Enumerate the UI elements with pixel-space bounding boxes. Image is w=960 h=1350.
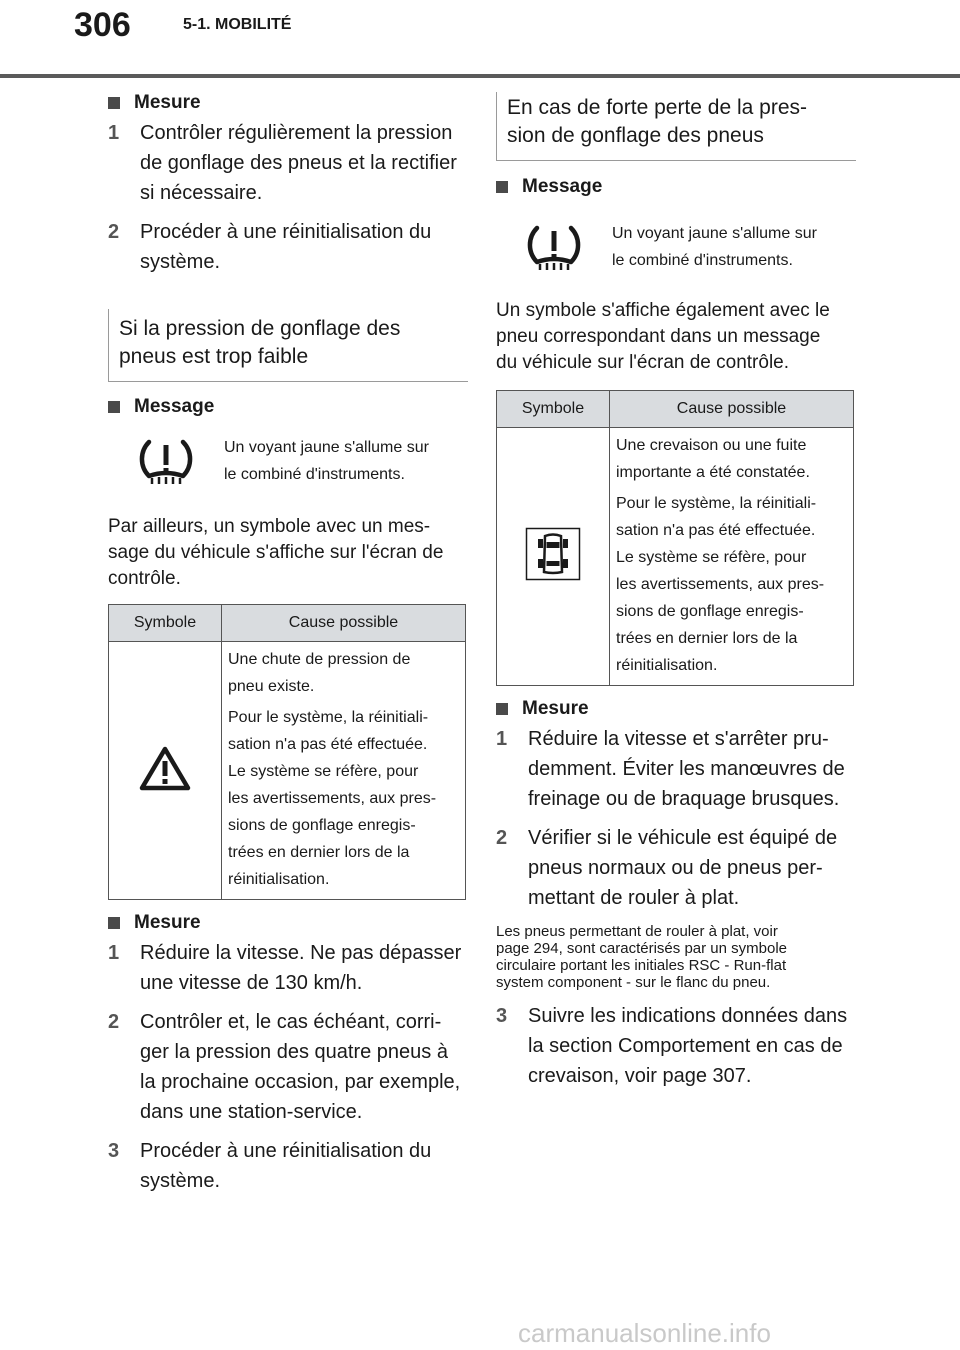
section-box-title: Si la pression de gonflage des pneus est trop faible: [108, 309, 468, 382]
square-bullet-icon: [496, 181, 508, 193]
tire-pressure-warning-icon: [108, 436, 224, 486]
info-paragraph: Par ailleurs, un symbole avec un mes- sage du véhicule s'affiche sur l'écran de contrôle.: [108, 516, 444, 589]
step-3: 3 Procéder à une réinitialisation du système.: [108, 1140, 432, 1192]
message-text: Un voyant jaune s'allume sur le combiné d'instruments.: [612, 225, 817, 269]
message-text: Un voyant jaune s'allume sur le combiné d'instruments.: [224, 439, 429, 483]
symbol-cause-table: [496, 390, 854, 686]
table-header-cause: Cause possible: [222, 605, 466, 642]
table-header-symbol: Symbole: [497, 391, 610, 428]
table-row: [109, 642, 466, 900]
table-row: [497, 428, 854, 686]
step-1: 1 Contrôler régulièrement la pression de gonflage des pneus et la rectifier si nécessaire.: [108, 122, 457, 204]
symbol-cause-table: [108, 604, 466, 900]
step-3: 3 Suivre les indications données dans la section Comportement en cas de crevaison, voir page 307.: [496, 1005, 848, 1087]
mesure-heading: Mesure: [108, 908, 468, 938]
step-1: 1 Réduire la vitesse. Ne pas dépasser une vitesse de 130 km/h.: [108, 942, 462, 994]
section-title: 5-1. MOBILITÉ: [183, 16, 292, 33]
square-bullet-icon: [496, 703, 508, 715]
square-bullet-icon: [108, 917, 120, 929]
mesure-heading: Mesure: [496, 694, 856, 724]
page-number: 306: [74, 6, 131, 44]
warning-triangle-icon: [109, 642, 222, 900]
left-column: [108, 88, 468, 1196]
square-bullet-icon: [108, 401, 120, 413]
table-header-symbol: Symbole: [109, 605, 222, 642]
step-2: 2 Procéder à une réinitialisation du système.: [108, 221, 432, 273]
note-paragraph: Les pneus permettant de rouler à plat, voir page 294, sont caractérisés par un symbole circulaire portant les initiales RSC - Run-flat system component - sur le flanc du pneu.: [496, 923, 787, 991]
square-bullet-icon: [108, 97, 120, 109]
header-divider: [0, 74, 960, 78]
message-row: [496, 220, 856, 274]
car-tires-icon: [497, 428, 610, 686]
cause-text: Une chute de pression de pneu existe. Pour le système, la réinitiali- sation n'a pas été effectuée. Le système se réfère, pour les avertissements, aux pres- sions de gonflage enregis- trées en dernier lors de la réinitialisation.: [222, 642, 466, 900]
site-watermark: carmanualsonline.info: [518, 1318, 771, 1348]
info-paragraph: Un symbole s'affiche également avec le pneu correspondant dans un message du véhicule sur l'écran de contrôle.: [496, 300, 830, 373]
right-column: [496, 92, 856, 1091]
table-header-cause: Cause possible: [610, 391, 854, 428]
message-heading: Message: [108, 392, 468, 422]
step-2: 2 Vérifier si le véhicule est équipé de pneus normaux ou de pneus per- mettant de rouler à plat.: [496, 827, 838, 909]
cause-text: Une crevaison ou une fuite importante a été constatée. Pour le système, la réinitiali- sation n'a pas été effectuée. Le système se réfère, pour les avertissements, aux pres- sions de gonflage enregis- trées en dernier lors de la réinitialisation.: [610, 428, 854, 686]
step-1: 1 Réduire la vitesse et s'arrêter pru- demment. Éviter les manœuvres de freinage ou de braquage brusques.: [496, 728, 845, 810]
tire-pressure-warning-icon: [496, 222, 612, 272]
mesure-heading: Mesure: [108, 88, 468, 118]
step-2: 2 Contrôler et, le cas échéant, corri- ger la pression des quatre pneus à la prochaine occasion, par exemple, dans une station-service.: [108, 1011, 461, 1123]
message-row: [108, 434, 468, 488]
section-box-title: En cas de forte perte de la pres- sion de gonflage des pneus: [496, 92, 856, 161]
message-heading: Message: [496, 172, 856, 202]
page-header: [0, 0, 960, 80]
